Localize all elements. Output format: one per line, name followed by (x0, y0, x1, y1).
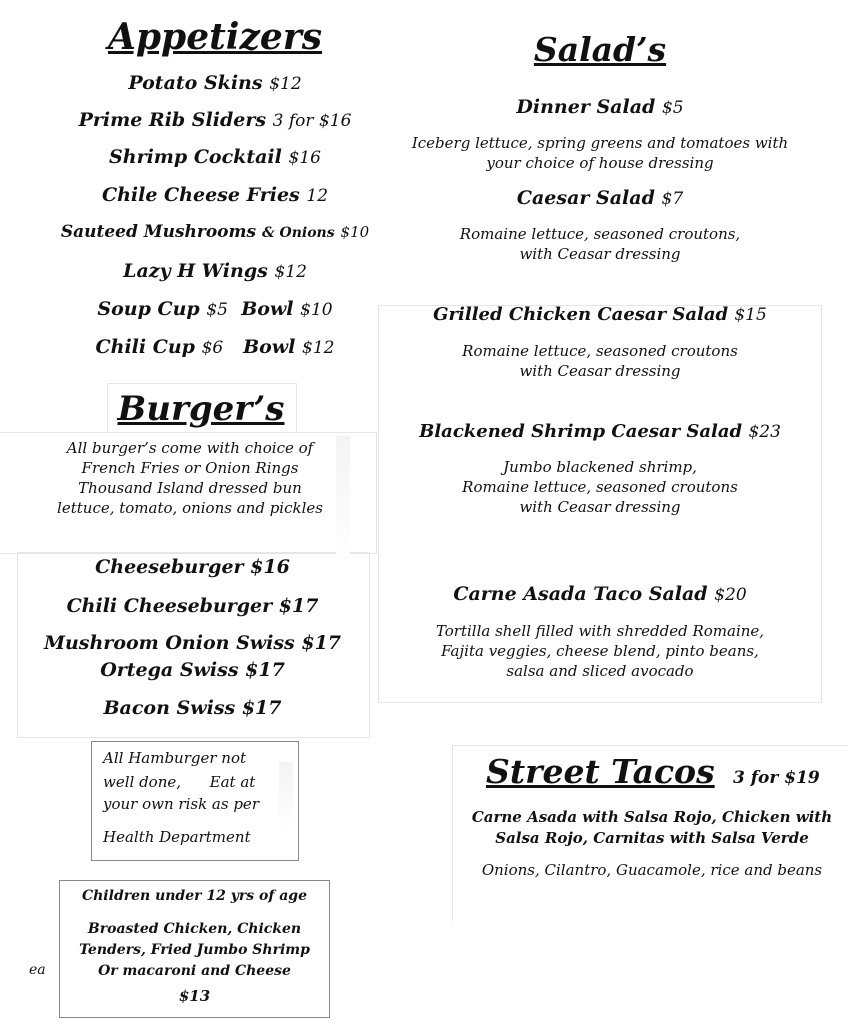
burgers-title: Burger’s (117, 389, 285, 429)
salad-desc-line: with Ceasar dressing (519, 498, 681, 516)
item-name: Shrimp Cocktail (109, 146, 282, 168)
warning-line: well done, Eat at (103, 773, 256, 791)
warning-line: Health Department (103, 828, 251, 846)
salad-desc-line: Romaine lettuce, seasoned croutons (462, 342, 738, 360)
item-price: $10 (340, 223, 370, 241)
salad-item (380, 583, 820, 605)
warning-line: All Hamburger not (103, 749, 247, 767)
soup-cup-price: $5 (206, 300, 228, 320)
salad-desc-line: your choice of house dressing (486, 154, 714, 172)
burgers-desc-line: Thousand Island dressed bun (78, 479, 302, 497)
children-price: $13 (178, 987, 211, 1005)
salad-price: $23 (748, 422, 781, 442)
salad-price: $5 (661, 98, 684, 118)
menu-item (20, 222, 410, 242)
burger-item: Cheeseburger $16 (95, 556, 290, 578)
chili-item (20, 336, 410, 358)
item-name: Chile Cheese Fries (101, 184, 300, 206)
salad-item (380, 304, 820, 325)
salad-desc-line: Romaine lettuce, seasoned croutons (462, 478, 738, 496)
salad-name: Carne Asada Taco Salad (453, 583, 708, 605)
chili-cup-label: Chili Cup (95, 336, 195, 358)
salad-item (380, 187, 820, 209)
item-name: Sauteed Mushrooms (60, 222, 257, 242)
salad-name: Grilled Chicken Caesar Salad (433, 304, 729, 325)
salad-desc-line: Tortilla shell filled with shredded Romaine, (435, 622, 765, 640)
burger-item: Ortega Swiss $17 (100, 659, 285, 681)
salad-desc (380, 224, 820, 264)
children-item-line: Or macaroni and Cheese (98, 963, 291, 979)
side-note: ea (29, 962, 46, 978)
chili-bowl-label: Bowl (243, 336, 296, 358)
street-tacos-price: 3 for $19 (733, 768, 820, 788)
salad-desc-line: Romaine lettuce, seasoned croutons, (459, 225, 741, 243)
tacos-line: Carne Asada with Salsa Rojo, Chicken with (471, 808, 833, 826)
menu-item (20, 109, 410, 131)
salad-desc (380, 457, 820, 517)
burgers-description (10, 438, 370, 518)
salads-title: Salad’s (533, 30, 667, 69)
children-item-line: Broasted Chicken, Chicken (87, 921, 302, 937)
item-price: 3 for $16 (272, 111, 352, 131)
item-extra: & Onions (262, 225, 335, 241)
item-price: $12 (269, 74, 302, 94)
street-tacos-title: Street Tacos (486, 752, 715, 791)
tacos-line: Salsa Rojo, Carnitas with Salsa Verde (495, 829, 809, 847)
menu-item (20, 260, 410, 282)
item-name: Potato Skins (128, 72, 263, 94)
chili-cup-price: $6 (201, 338, 224, 358)
salad-desc-line: Iceberg lettuce, spring greens and tomatoes with (411, 134, 789, 152)
menu-item (20, 146, 410, 168)
salad-desc-line: Fajita veggies, cheese blend, pinto beans, (441, 642, 759, 660)
item-price: $16 (288, 148, 321, 168)
salad-desc-line: with Ceasar dressing (519, 245, 681, 263)
children-items (60, 919, 329, 982)
soup-cup-label: Soup Cup (97, 298, 200, 320)
salad-price: $15 (734, 305, 767, 325)
health-warning-box (91, 741, 299, 861)
salad-desc-line: with Ceasar dressing (519, 362, 681, 380)
item-price: 12 (306, 186, 329, 206)
burgers-desc-line: All burger’s come with choice of (66, 439, 314, 457)
salad-item (380, 421, 820, 442)
salad-name: Blackened Shrimp Caesar Salad (419, 421, 743, 442)
appetizers-title: Appetizers (107, 16, 323, 58)
burgers-desc-line: lettuce, tomato, onions and pickles (57, 499, 323, 517)
item-name: Prime Rib Sliders (78, 109, 267, 131)
children-heading: Children under 12 yrs of age (81, 888, 307, 904)
street-tacos-toppings: Onions, Cilantro, Guacamole, rice and beans (481, 861, 823, 879)
salad-desc-line: Jumbo blackened shrimp, (503, 458, 697, 476)
salad-price: $20 (714, 585, 747, 605)
warning-line: your own risk as per (103, 795, 259, 813)
salad-desc-line: salsa and sliced avocado (506, 662, 694, 680)
burger-item: Chili Cheeseburger $17 (66, 595, 319, 617)
item-name: Lazy H Wings (123, 260, 268, 282)
menu-item (20, 184, 410, 206)
menu-item (20, 72, 410, 94)
burger-item: Mushroom Onion Swiss $17 (43, 632, 342, 654)
salad-name: Caesar Salad (516, 187, 655, 209)
street-tacos-options (452, 807, 850, 849)
burgers-desc-line: French Fries or Onion Rings (81, 459, 299, 477)
salad-name: Dinner Salad (516, 96, 656, 118)
item-price: $12 (274, 262, 307, 282)
soup-bowl-label: Bowl (241, 298, 294, 320)
salad-item (380, 96, 820, 118)
soup-item (20, 298, 410, 320)
burger-item: Bacon Swiss $17 (103, 697, 282, 719)
salad-desc (380, 341, 820, 381)
salad-desc (380, 133, 820, 173)
children-menu-box (59, 880, 330, 1018)
children-item-line: Tenders, Fried Jumbo Shrimp (79, 942, 310, 958)
chili-bowl-price: $12 (302, 338, 335, 358)
salad-desc (380, 621, 820, 681)
soup-bowl-price: $10 (300, 300, 333, 320)
salad-price: $7 (661, 189, 684, 209)
